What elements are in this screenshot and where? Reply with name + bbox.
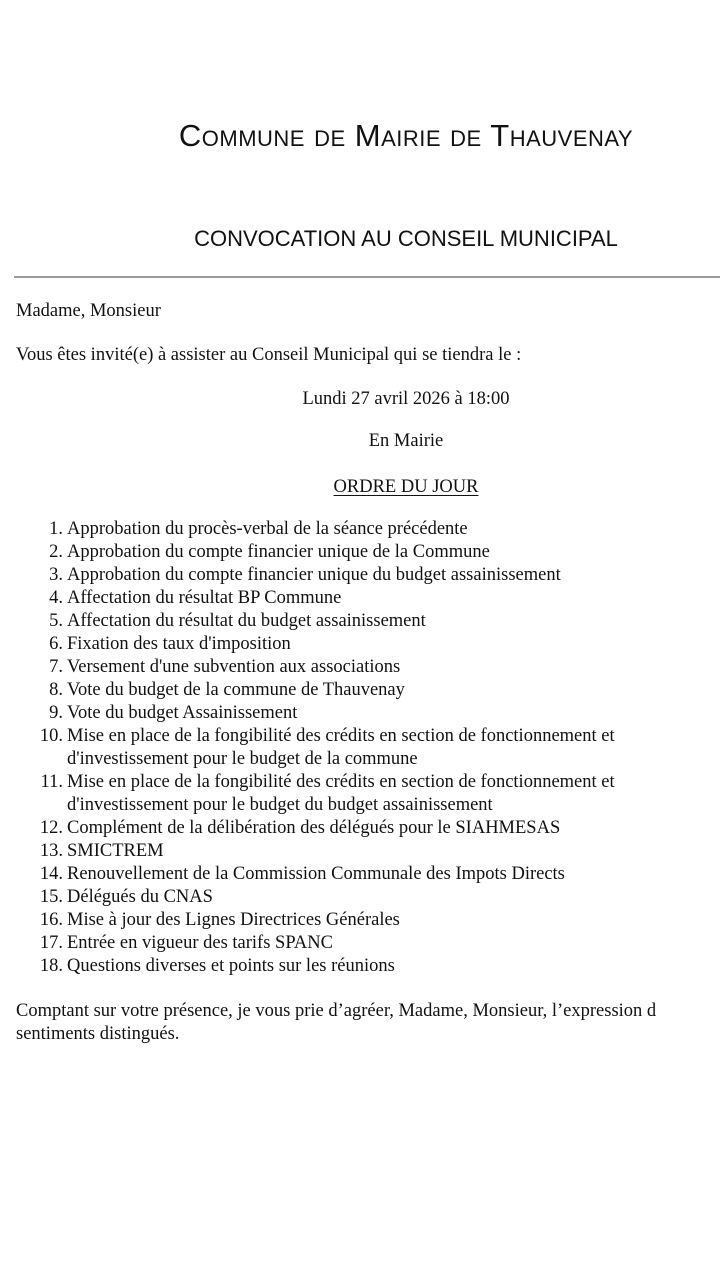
agenda-item	[0, 771, 720, 817]
agenda-item-number: 1.	[49, 519, 63, 539]
agenda-item	[0, 955, 720, 978]
agenda-item-number: 17.	[39, 933, 63, 953]
agenda-item-number: 12.	[39, 818, 63, 838]
agenda-item-text: Délégués du CNAS	[67, 887, 213, 907]
agenda-item-number: 2.	[49, 542, 63, 562]
agenda-item-text: Mise à jour des Lignes Directrices Générales	[67, 910, 400, 930]
agenda-item	[0, 840, 720, 863]
agenda-item-number: 5.	[49, 611, 63, 631]
agenda-item-number: 8.	[49, 680, 63, 700]
meeting-place: En Mairie	[368, 431, 444, 451]
agenda-item-number: 15.	[39, 887, 63, 907]
agenda-item	[0, 886, 720, 909]
agenda-item	[0, 725, 720, 771]
closing-line-2: sentiments distingués.	[16, 1024, 180, 1044]
agenda-item	[0, 656, 720, 679]
agenda-item-text: Mise en place de la fongibilité des crédits en section de fonctionnement et	[67, 772, 615, 792]
agenda-item	[0, 932, 720, 955]
agenda-item-number: 13.	[39, 841, 63, 861]
agenda-item-text: d'investissement pour le budget du budget assainissement	[67, 795, 493, 815]
agenda-item	[0, 587, 720, 610]
agenda-item-text: Versement d'une subvention aux associations	[67, 657, 401, 677]
agenda-item-text: Fixation des taux d'imposition	[67, 634, 291, 654]
agenda-item	[0, 909, 720, 932]
agenda-item-number: 7.	[49, 657, 63, 677]
greeting: Madame, Monsieur	[16, 301, 161, 321]
agenda-item	[0, 610, 720, 633]
agenda-item-text: Approbation du compte financier unique de la Commune	[67, 542, 490, 562]
agenda-item-number: 14.	[39, 864, 63, 884]
agenda-item-text: Vote du budget de la commune de Thauvenay	[67, 680, 405, 700]
agenda-item-number: 9.	[49, 703, 63, 723]
agenda-item-text: d'investissement pour le budget de la commune	[67, 749, 418, 769]
agenda-item-text: Questions diverses et points sur les réunions	[67, 956, 395, 976]
agenda-item-text: Entrée en vigueur des tarifs SPANC	[67, 933, 333, 953]
agenda-item-text: SMICTREM	[67, 841, 164, 861]
horizontal-divider	[14, 276, 720, 278]
agenda-item-text: Complément de la délibération des délégués pour le SIAHMESAS	[67, 818, 561, 838]
agenda-item	[0, 541, 720, 564]
agenda-item	[0, 679, 720, 702]
commune-title: Commune de Mairie de Thauvenay	[178, 118, 634, 153]
closing-line-1: Comptant sur votre présence, je vous prie d’agréer, Madame, Monsieur, l’expression d	[16, 1001, 657, 1021]
agenda-item-number: 11.	[40, 772, 63, 792]
agenda-item-number: 18.	[39, 956, 63, 976]
agenda-item-text: Vote du budget Assainissement	[67, 703, 298, 723]
agenda-item	[0, 518, 720, 541]
agenda-item	[0, 863, 720, 886]
agenda-item	[0, 633, 720, 656]
invitation-text: Vous êtes invité(e) à assister au Conseil Municipal qui se tiendra le :	[16, 345, 522, 365]
meeting-date: Lundi 27 avril 2026 à 18:00	[302, 389, 510, 409]
agenda-item-text: Approbation du compte financier unique du budget assainissement	[67, 565, 561, 585]
agenda-item	[0, 702, 720, 725]
agenda-list	[0, 518, 720, 978]
agenda-item-text: Affectation du résultat du budget assainissement	[67, 611, 426, 631]
agenda-item	[0, 564, 720, 587]
agenda-item-text: Mise en place de la fongibilité des crédits en section de fonctionnement et	[67, 726, 615, 746]
agenda-item-text: Renouvellement de la Commission Communale des Impots Directs	[67, 864, 565, 884]
agenda-item-number: 10.	[39, 726, 63, 746]
agenda-item-text: Affectation du résultat BP Commune	[67, 588, 342, 608]
agenda-item-number: 3.	[49, 565, 63, 585]
convocation-title: CONVOCATION AU CONSEIL MUNICIPAL	[194, 226, 618, 251]
agenda-item	[0, 817, 720, 840]
closing-paragraph	[16, 1000, 656, 1046]
agenda-title: ORDRE DU JOUR	[333, 477, 479, 497]
agenda-item-number: 4.	[49, 588, 63, 608]
agenda-item-number: 16.	[39, 910, 63, 930]
agenda-item-text: Approbation du procès-verbal de la séance précédente	[67, 519, 468, 539]
agenda-item-number: 6.	[49, 634, 63, 654]
